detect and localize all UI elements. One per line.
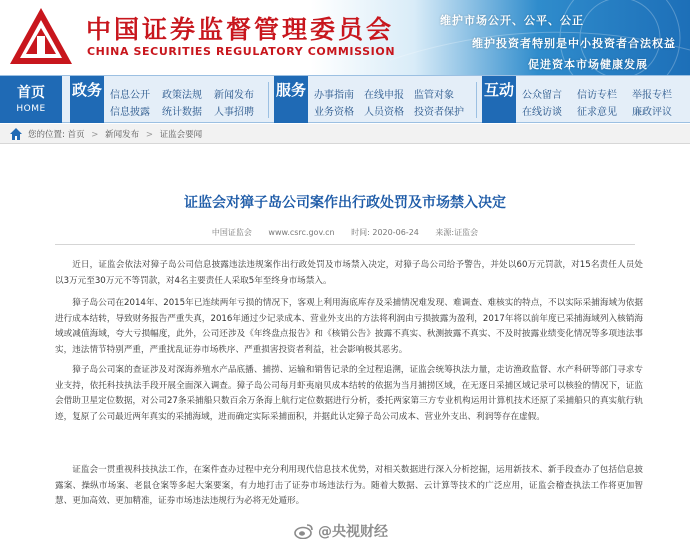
breadcrumb-news[interactable]: 新闻发布: [105, 130, 140, 140]
breadcrumb-home[interactable]: 首页: [67, 130, 85, 140]
article-paragraph-1: 近日，证监会依法对獐子岛公司信息披露违法违规案作出行政处罚及市场禁入决定，对獐子岛公司给予警告，并处以60万元罚款，对15名责任人员处以3万元至30万元不等罚款，对4名主要责任人采取5年至终身市场禁入。: [55, 260, 643, 286]
nav-link-guide[interactable]: 办事指南: [314, 90, 354, 101]
site-header: [0, 0, 690, 75]
weibo-icon: [294, 523, 314, 539]
slogans: [400, 6, 685, 72]
site-title[interactable]: 中国证券监督管理委员会: [86, 15, 395, 44]
nav-group-government: [70, 76, 104, 123]
breadcrumb: [28, 128, 202, 140]
nav-link-disclosure[interactable]: 信息披露: [110, 107, 150, 118]
nav-link-recruitment[interactable]: 人事招聘: [214, 107, 254, 118]
nav-link-interview[interactable]: 在线访谈: [522, 107, 562, 118]
time-value: 2020-06-24: [372, 228, 419, 237]
slogan-2: 维护投资者特别是中小投资者合法权益: [472, 37, 676, 50]
meta-divider: [55, 244, 635, 245]
home-icon[interactable]: [9, 127, 23, 141]
home-label: 首页: [17, 85, 45, 101]
article-paragraph-3: 獐子岛公司案的查证涉及对深海养殖水产品底播、捕捞、运输和销售记录的全过程追溯，证监会统筹执法力量，走访渔政监督、水产科研等部门寻求专业支持，依托科技执法手段开展全面深入调查。獐子岛公司每月虾夷扇贝成本结转的依据为当月捕捞区域，在无逐日采捕区域记录可以核验的情况下，证监会借助卫星定位数据，对公司27条采捕船只数百余万条海上航行定位数据进行分析，委托两家第三方专业机构运用计算机技术还原了采捕船只的真实航行轨迹，复原了公司最近两年真实的采捕海域，进而确定实际采捕面积，并据此认定獐子岛公司成本、营业外支出、利润等存在虚假。: [55, 365, 643, 422]
article-time: [351, 228, 419, 237]
nav-link-public-message[interactable]: 公众留言: [522, 90, 562, 101]
nav-link-report[interactable]: 举报专栏: [632, 90, 672, 101]
breadcrumb-separator: >: [145, 130, 153, 140]
nav-link-info-public[interactable]: 信息公开: [110, 90, 150, 101]
nav-link-supervised[interactable]: 监管对象: [414, 90, 454, 101]
article-title: 证监会对獐子岛公司案作出行政处罚及市场禁入决定: [184, 195, 506, 211]
nav-group-interaction: [482, 76, 516, 123]
nav-separator: [476, 82, 477, 118]
nav-link-news[interactable]: 新闻发布: [214, 90, 254, 101]
nav-link-petition[interactable]: 信访专栏: [577, 90, 617, 101]
nav-link-business-qual[interactable]: 业务资格: [314, 107, 354, 118]
article-meta: [0, 227, 690, 238]
nav-group-service-label: 服务: [275, 81, 306, 99]
article-url[interactable]: www.csrc.gov.cn: [268, 228, 335, 237]
breadcrumb-prefix: 您的位置:: [28, 130, 65, 140]
nav-separator: [268, 82, 269, 118]
watermark-text: @央视财经: [318, 524, 388, 540]
article-source: 中国证监会: [211, 228, 252, 237]
nav-link-statistics[interactable]: 统计数据: [162, 107, 202, 118]
nav-link-online-apply[interactable]: 在线申报: [364, 90, 404, 101]
nav-link-staff-qual[interactable]: 人员资格: [364, 107, 404, 118]
nav-link-integrity[interactable]: 廉政评议: [632, 107, 672, 118]
nav-links-government: [110, 76, 270, 123]
breadcrumb-bar: [0, 124, 690, 144]
csrc-logo-icon[interactable]: [8, 6, 74, 66]
origin-label: 来源:: [435, 228, 455, 237]
home-label-english: HOME: [16, 104, 46, 114]
slogan-3: 促进资本市场健康发展: [528, 58, 648, 71]
nav-link-consultation[interactable]: 征求意见: [577, 107, 617, 118]
time-label: 时间:: [351, 228, 370, 237]
nav-link-policy[interactable]: 政策法规: [162, 90, 202, 101]
nav-links-interaction: [522, 76, 688, 123]
main-nav: [0, 75, 690, 123]
breadcrumb-separator: >: [91, 130, 99, 140]
site-title-english: CHINA SECURITIES REGULATORY COMMISSION: [87, 45, 396, 58]
nav-group-service: [274, 76, 308, 123]
nav-group-interaction-label: 互动: [483, 81, 514, 99]
breadcrumb-csrc-news[interactable]: 证监会要闻: [159, 130, 203, 140]
weibo-watermark: [294, 520, 388, 542]
origin-value: 证监会: [454, 228, 479, 237]
article-paragraph-4: 证监会一贯重视科技执法工作，在案件查办过程中充分利用现代信息技术优势，对相关数据进行深入分析挖掘，运用新技术、新手段查办了包括信息披露案、操纵市场案、老鼠仓案等多起大案要案，有力地打击了证券市场违法行为。随着大数据、云计算等技术的广泛应用，证监会稽查执法工作将更加智慧、更加高效、更加精准，证券市场违法违规行为必将无处遁形。: [55, 465, 643, 507]
nav-links-service: [314, 76, 474, 123]
nav-home-button[interactable]: [0, 76, 62, 123]
article-origin: [435, 228, 478, 237]
slogan-1: 维护市场公开、公平、公正: [440, 14, 584, 27]
nav-group-government-label: 政务: [71, 81, 102, 99]
article-paragraph-2: 獐子岛公司在2014年、2015年已连续两年亏损的情况下，客观上利用海底库存及采捕情况难发现、难调查、难核实的特点，不以实际采捕海域为依据进行成本结转，导致财务报告严重失真，2016年通过少记录成本、营业外支出的方法将利润由亏损披露为盈利，2017年将以前年度已采捕海域列入核销海域或减值海域，夸大亏损幅度，此外，公司还涉及《年终盘点报告》和《核销公告》披露不真实、秋测披露不真实、不及时披露业绩变化情况等多项违法事实，违法情节特别严重，严重扰乱证券市场秩序、严重损害投资者利益，社会影响极其恶劣。: [55, 298, 643, 355]
nav-link-investor-protection[interactable]: 投资者保护: [414, 107, 464, 118]
